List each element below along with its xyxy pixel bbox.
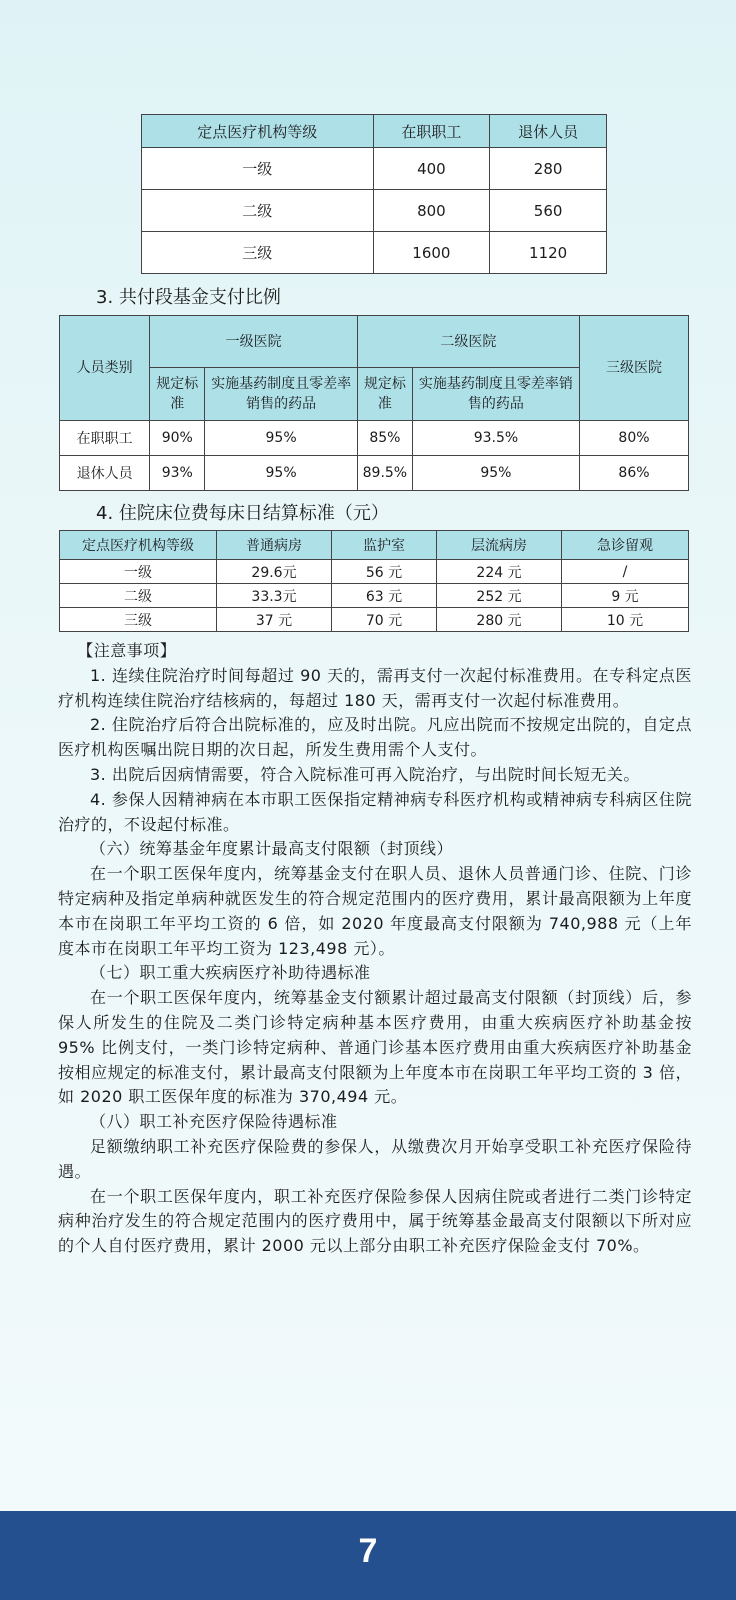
note-paragraph: 2. 住院治疗后符合出院标准的，应及时出院。凡应出院而不按规定出院的，自定点医疗机构医嘱出院日期的次日起，所发生费用需个人支付。 <box>58 715 692 760</box>
table-row <box>142 148 607 190</box>
table-cell: 1600 <box>373 232 490 274</box>
table-header: 急诊留观 <box>562 531 689 560</box>
table-cell: 33.3元 <box>217 584 332 608</box>
section-paragraph: 在一个职工医保年度内，统筹基金支付在职人员、退休人员普通门诊、住院、门诊特定病种及指定单病种就医发生的符合规定范围内的医疗费用，累计最高限额为上年度本市在岗职工年平均工资的 6 倍，如 2020 年度最高支付限额为 740,988 元（上年度本市在岗职工年平均工资为 123,498 元）。 <box>58 864 692 958</box>
table-row <box>60 421 689 456</box>
table-cell: 56 元 <box>332 560 437 584</box>
table-row <box>142 190 607 232</box>
table-subheader: 实施基药制度且零差率销售的药品 <box>412 368 579 421</box>
table-row <box>60 608 689 632</box>
table-cell: 93.5% <box>412 421 579 456</box>
table-cell: 三级 <box>60 608 217 632</box>
footer-bar <box>0 1511 736 1600</box>
section-paragraph: 足额缴纳职工补充医疗保险费的参保人，从缴费次月开始享受职工补充医疗保险待遇。 <box>58 1136 692 1181</box>
table-header: 层流病房 <box>437 531 562 560</box>
table-cell: 70 元 <box>332 608 437 632</box>
table-cell: 一级 <box>60 560 217 584</box>
note-paragraph: 3. 出院后因病情需要，符合入院标准可再入院治疗，与出院时间长短无关。 <box>90 764 640 784</box>
table-row <box>60 560 689 584</box>
table-header: 一级医院 <box>150 316 358 368</box>
note-paragraph: 1. 连续住院治疗时间每超过 90 天的，需再支付一次起付标准费用。在专科定点医疗机构连续住院治疗结核病的，每超过 180 天，需再支付一次起付标准费用。 <box>58 665 692 710</box>
section-paragraph: 在一个职工医保年度内，职工补充医疗保险参保人因病住院或者进行二类门诊特定病种治疗发生的符合规定范围内的医疗费用中，属于统筹基金最高支付限额以下所对应的个人自付医疗费用，累计 2000 元以上部分由职工补充医疗保险金支付 70%。 <box>58 1186 692 1256</box>
table-cell: 85% <box>357 421 412 456</box>
table-cell: 280 元 <box>437 608 562 632</box>
table-cell: 二级 <box>60 584 217 608</box>
table-cell: 10 元 <box>562 608 689 632</box>
table-header: 人员类别 <box>60 316 150 421</box>
section-title: 3. 共付段基金支付比例 <box>96 287 281 308</box>
table-cell: 800 <box>373 190 490 232</box>
table-cell: 95% <box>205 421 358 456</box>
table-cell: 95% <box>205 456 358 491</box>
table-row <box>142 232 607 274</box>
section-paragraph: 在一个职工医保年度内，统筹基金支付额累计超过最高支付限额（封顶线）后，参保人所发生的住院及二类门诊特定病种基本医疗费用，由重大疾病医疗补助基金按 95% 比例支付，一类门诊特定病种、普通门诊基本医疗费用由重大疾病医疗补助基金按相应规定的标准支付，累计最高支付限额为上年度本市在岗职工年平均工资的 3 倍，如 2020 职工医保年度的标准为 370,494 元。 <box>58 988 692 1107</box>
table-cell: 224 元 <box>437 560 562 584</box>
notes-body <box>58 639 692 1259</box>
table-subheader: 实施基药制度且零差率销售的药品 <box>205 368 358 421</box>
copay-ratio-table <box>59 315 689 491</box>
table-header: 在职职工 <box>373 115 490 148</box>
table-cell: 9 元 <box>562 584 689 608</box>
table-cell: 29.6元 <box>217 560 332 584</box>
table-cell: 400 <box>373 148 490 190</box>
table-header: 普通病房 <box>217 531 332 560</box>
notes-heading: 【注意事项】 <box>77 641 177 660</box>
section-heading: （八）职工补充医疗保险待遇标准 <box>90 1112 338 1132</box>
table-cell: 三级 <box>142 232 374 274</box>
threshold-table <box>141 114 607 274</box>
table-cell: 退休人员 <box>60 456 150 491</box>
table-header: 定点医疗机构等级 <box>60 531 217 560</box>
table-cell: 一级 <box>142 148 374 190</box>
table-cell: / <box>562 560 689 584</box>
table-subheader: 规定标准 <box>357 368 412 421</box>
table-cell: 280 <box>490 148 607 190</box>
page-number: 7 <box>358 1532 378 1570</box>
table-subheader: 规定标准 <box>150 368 205 421</box>
table-header: 定点医疗机构等级 <box>142 115 374 148</box>
bed-fee-table <box>59 530 689 632</box>
table-cell: 95% <box>412 456 579 491</box>
table-cell: 252 元 <box>437 584 562 608</box>
section-heading: （七）职工重大疾病医疗补助待遇标准 <box>90 963 371 983</box>
note-paragraph: 4. 参保人因精神病在本市职工医保指定精神病专科医疗机构或精神病专科病区住院治疗的，不设起付标准。 <box>58 789 692 834</box>
table-cell: 80% <box>579 421 688 456</box>
table-cell: 93% <box>150 456 205 491</box>
table-header: 二级医院 <box>357 316 579 368</box>
table-header: 退休人员 <box>490 115 607 148</box>
table-row <box>60 456 689 491</box>
table-row <box>60 584 689 608</box>
table-header: 监护室 <box>332 531 437 560</box>
table-cell: 63 元 <box>332 584 437 608</box>
table-cell: 37 元 <box>217 608 332 632</box>
table-cell: 86% <box>579 456 688 491</box>
table-cell: 89.5% <box>357 456 412 491</box>
section-heading: （六）统筹基金年度累计最高支付限额（封顶线） <box>90 839 454 859</box>
section-title: 4. 住院床位费每床日结算标准（元） <box>96 503 389 524</box>
table-cell: 90% <box>150 421 205 456</box>
table-cell: 二级 <box>142 190 374 232</box>
table-cell: 在职职工 <box>60 421 150 456</box>
table-cell: 560 <box>490 190 607 232</box>
table-header: 三级医院 <box>579 316 688 421</box>
table-cell: 1120 <box>490 232 607 274</box>
